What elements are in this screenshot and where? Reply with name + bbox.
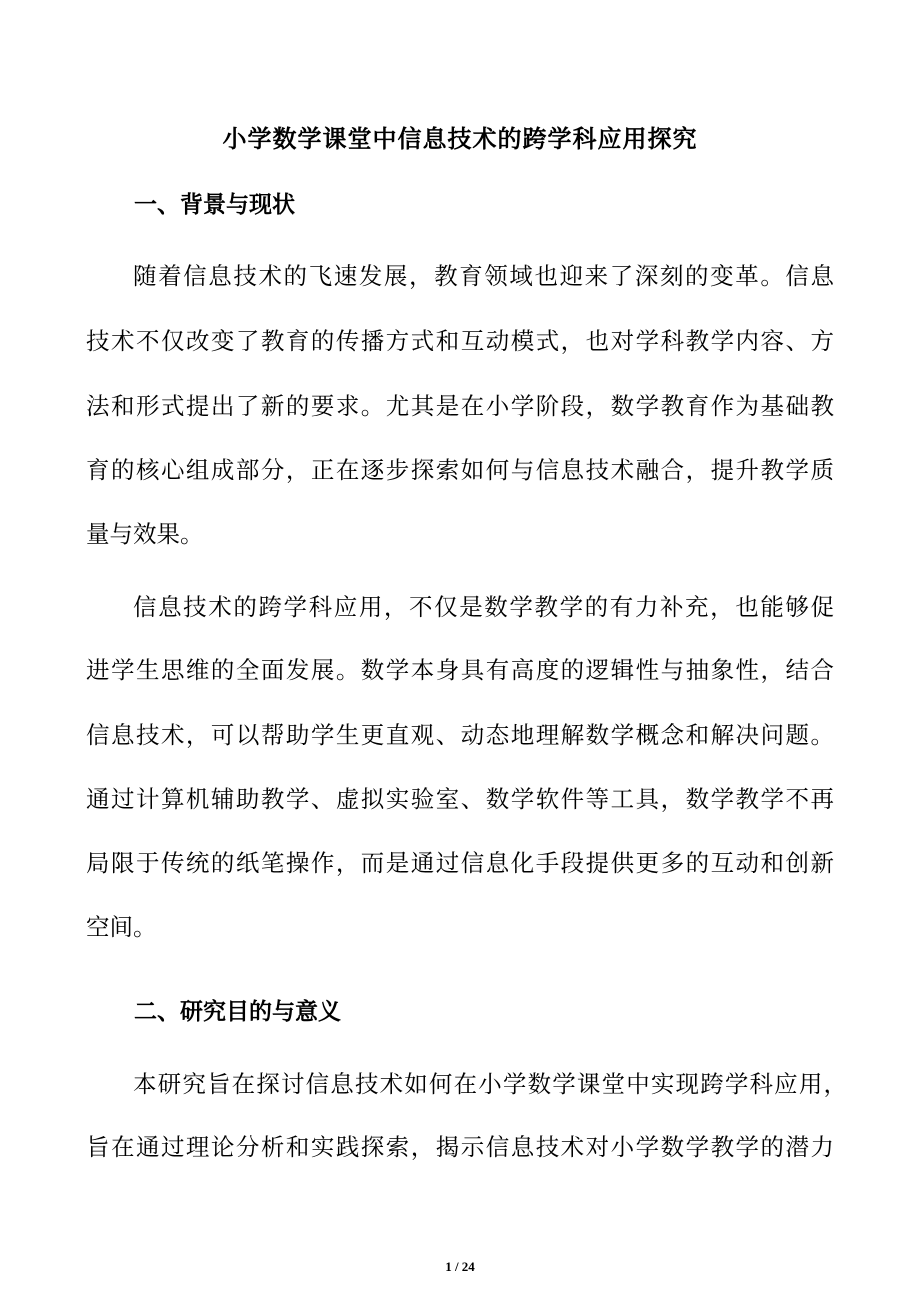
paragraph-line: 育的核心组成部分，正在逐步探索如何与信息技术融合，提升教学质 (86, 456, 834, 484)
page-number: 1 / 24 (445, 1259, 475, 1274)
paragraph-line: 信息技术的跨学科应用，不仅是数学教学的有力补充，也能够促 (133, 593, 834, 621)
paragraph-line: 随着信息技术的飞速发展，教育领域也迎来了深刻的变革。信息 (133, 262, 834, 290)
paragraph-line: 量与效果。 (86, 520, 204, 548)
paragraph-line: 旨在通过理论分析和实践探索，揭示信息技术对小学数学教学的潜力 (86, 1133, 834, 1161)
paragraph-line: 空间。 (86, 913, 157, 941)
paragraph-line: 法和形式提出了新的要求。尤其是在小学阶段，数学教育作为基础教 (86, 392, 834, 420)
paragraph-line: 进学生思维的全面发展。数学本身具有高度的逻辑性与抽象性，结合 (86, 656, 834, 684)
paragraph-line: 本研究旨在探讨信息技术如何在小学数学课堂中实现跨学科应用， (133, 1070, 847, 1098)
paragraph-line: 局限于传统的纸笔操作，而是通过信息化手段提供更多的互动和创新 (86, 849, 834, 877)
section-heading-2: 二、研究目的与意义 (134, 999, 341, 1025)
document-title: 小学数学课堂中信息技术的跨学科应用探究 (222, 125, 698, 153)
paragraph-line: 通过计算机辅助教学、虚拟实验室、数学软件等工具，数学教学不再 (86, 785, 834, 813)
paragraph-line: 技术不仅改变了教育的传播方式和互动模式，也对学科教学内容、方 (86, 327, 834, 355)
paragraph-line: 信息技术，可以帮助学生更直观、动态地理解数学概念和解决问题。 (86, 721, 834, 749)
section-heading-1: 一、背景与现状 (134, 192, 295, 218)
